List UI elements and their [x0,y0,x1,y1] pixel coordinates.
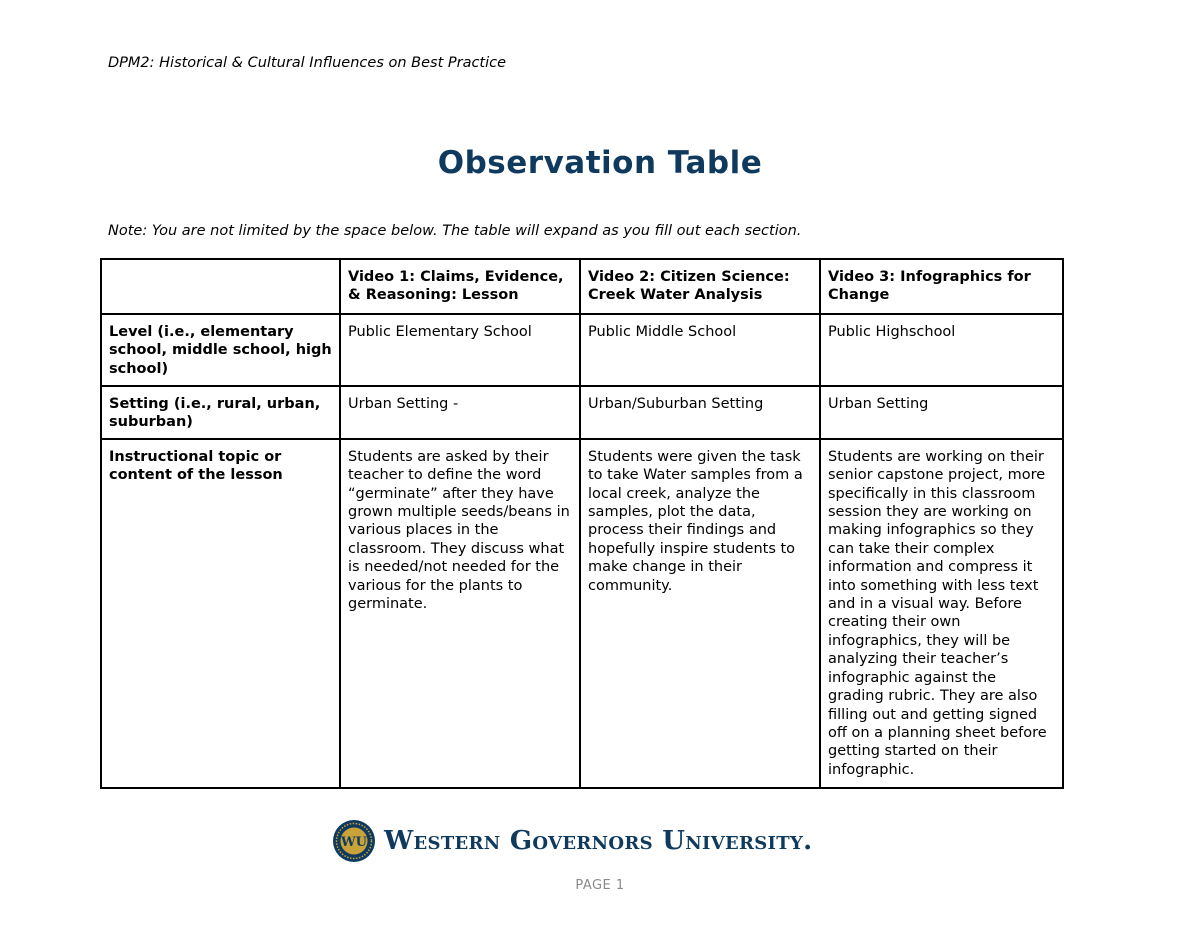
cell-topic-video-2: Students were given the task to take Water samples from a local creek, analyze the samples, plot the data, process their findings and hopefully inspire students to make change in their community. [580,439,820,788]
header-cell-video-1: Video 1: Claims, Evidence, & Reasoning: Lesson [340,259,580,314]
cell-setting-video-1: Urban Setting - [340,386,580,439]
cell-setting-video-2: Urban/Suburban Setting [580,386,820,439]
cell-level-video-3: Public Highschool [820,314,1063,386]
wgu-logo [332,818,812,864]
table-row-level [101,314,1063,386]
cell-topic-video-1: Students are asked by their teacher to define the word “germinate” after they have grown multiple seeds/beans in various places in the classroom. They discuss what is needed/not needed for the various for the plants to germinate. [340,439,580,788]
cell-level-video-1: Public Elementary School [340,314,580,386]
header-cell-video-2: Video 2: Citizen Science: Creek Water Analysis [580,259,820,314]
row-label-topic: Instructional topic or content of the lesson [101,439,340,788]
header-cell-empty [101,259,340,314]
header-cell-video-3: Video 3: Infographics for Change [820,259,1063,314]
table-row-topic [101,439,1063,788]
cell-level-video-2: Public Middle School [580,314,820,386]
page-title: Observation Table [437,145,763,181]
row-label-level: Level (i.e., elementary school, middle school, high school) [101,314,340,386]
row-label-setting: Setting (i.e., rural, urban, suburban) [101,386,340,439]
svg-text:WU: WU [341,835,367,850]
wgu-logo-text: Western Governors University. [384,826,813,856]
wgu-seal-icon [332,819,376,863]
table-header-row [101,259,1063,314]
document-header: DPM2: Historical & Cultural Influences on Best Practice [108,55,507,71]
table-note: Note: You are not limited by the space below. The table will expand as you fill out each section. [108,223,802,239]
cell-setting-video-3: Urban Setting [820,386,1063,439]
page-number: PAGE 1 [575,878,625,893]
table-row-setting [101,386,1063,439]
cell-topic-video-3: Students are working on their senior capstone project, more specifically in this classroom session they are working on making infographics so they can take their complex information and compress it into something with less text and in a visual way. Before creating their own infographics, they will be analyzing their teacher’s infographic against the grading rubric. They are also filling out and getting signed off on a planning sheet before getting started on their infographic. [820,439,1063,788]
observation-table [100,258,1064,789]
